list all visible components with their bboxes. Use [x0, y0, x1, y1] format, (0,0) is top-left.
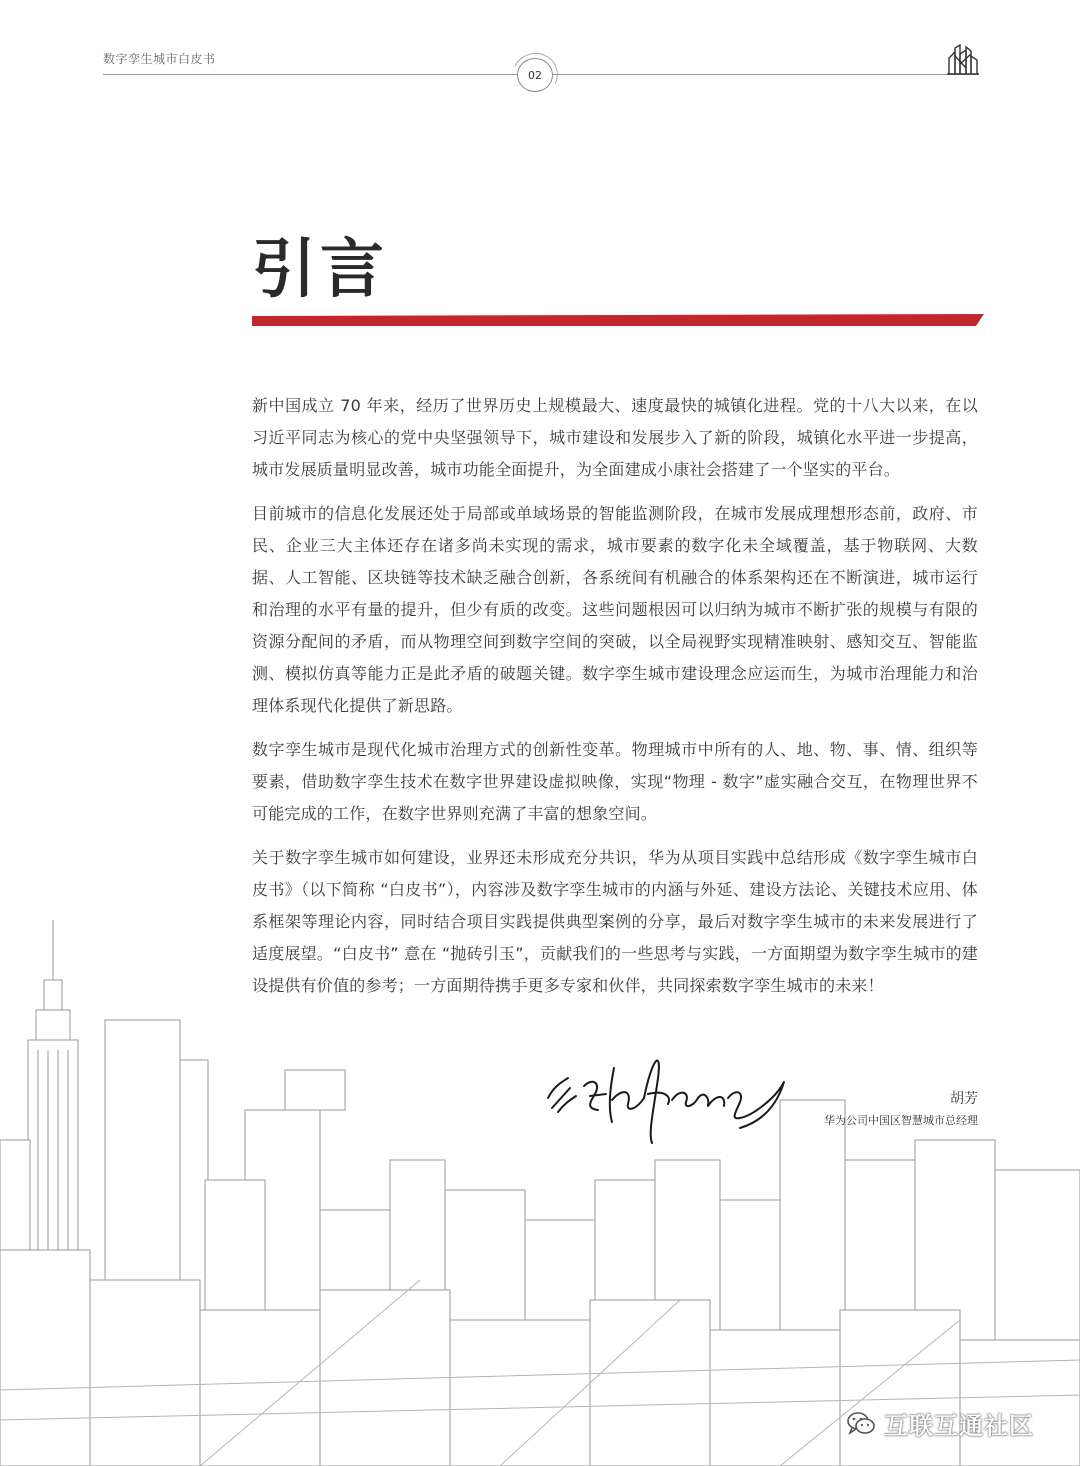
author-title: 华为公司中国区智慧城市总经理: [824, 1114, 978, 1127]
paragraph: 数字孪生城市是现代化城市治理方式的创新性变革。物理城市中所有的人、地、物、事、情、组织等要素，借助数字孪生技术在数字世界建设虚拟映像，实现“物理 - 数字”虚实融合交互，在物理世界不可能完成的工作，在数字世界则充满了丰富的想象空间。: [252, 740, 978, 823]
handwritten-signature: [540, 1038, 790, 1148]
paragraph: 新中国成立 70 年来，经历了世界历史上规模最大、速度最快的城镇化进程。党的十八大以来，在以习近平同志为核心的党中央坚强领导下，城市建设和发展步入了新的阶段，城镇化水平进一步提高，城市发展质量明显改善，城市功能全面提升，为全面建成小康社会搭建了一个坚实的平台。: [252, 396, 978, 479]
body-text: [252, 390, 978, 1014]
watermark-text: 互联互通社区: [884, 1411, 1034, 1440]
paragraph: 关于数字孪生城市如何建设，业界还未形成充分共识，华为从项目实践中总结形成《数字孪生城市白皮书》（以下简称 “白皮书”），内容涉及数字孪生城市的内涵与外延、建设方法论、关键技术应用、体系框架等理论内容，同时结合项目实践提供典型案例的分享，最后对数字孪生城市的未来发展进行了适度展望。“白皮书” 意在 “抛砖引玉”，贡献我们的一些思考与实践，一方面期望为数字孪生城市的建设提供有价值的参考；一方面期待携手更多专家和伙伴，共同探索数字孪生城市的未来！: [252, 848, 978, 995]
author-name: 胡芳: [950, 1091, 978, 1107]
header-title: 数字孪生城市白皮书: [103, 52, 216, 66]
page-title: 引言: [252, 233, 388, 307]
page-number: 02: [517, 58, 553, 92]
wechat-icon: [846, 1410, 876, 1436]
paragraph: 目前城市的信息化发展还处于局部或单域场景的智能监测阶段，在城市发展成理想形态前，政府、市民、企业三大主体还存在诸多尚未实现的需求，城市要素的数字化未全域覆盖，基于物联网、大数据、人工智能、区块链等技术缺乏融合创新，各系统间有机融合的体系架构还在不断演进，城市运行和治理的水平有量的提升，但少有质的改变。这些问题根因可以归纳为城市不断扩张的规模与有限的资源分配间的矛盾，而从物理空间到数字空间的突破，以全局视野实现精准映射、感知交互、智能监测、模拟仿真等能力正是此矛盾的破题关键。数字孪生城市建设理念应运而生，为城市治理能力和治理体系现代化提供了新思路。: [252, 504, 978, 715]
title-underline: [252, 314, 984, 326]
watermark: [846, 1405, 1034, 1441]
city-logo-icon: [946, 44, 980, 76]
